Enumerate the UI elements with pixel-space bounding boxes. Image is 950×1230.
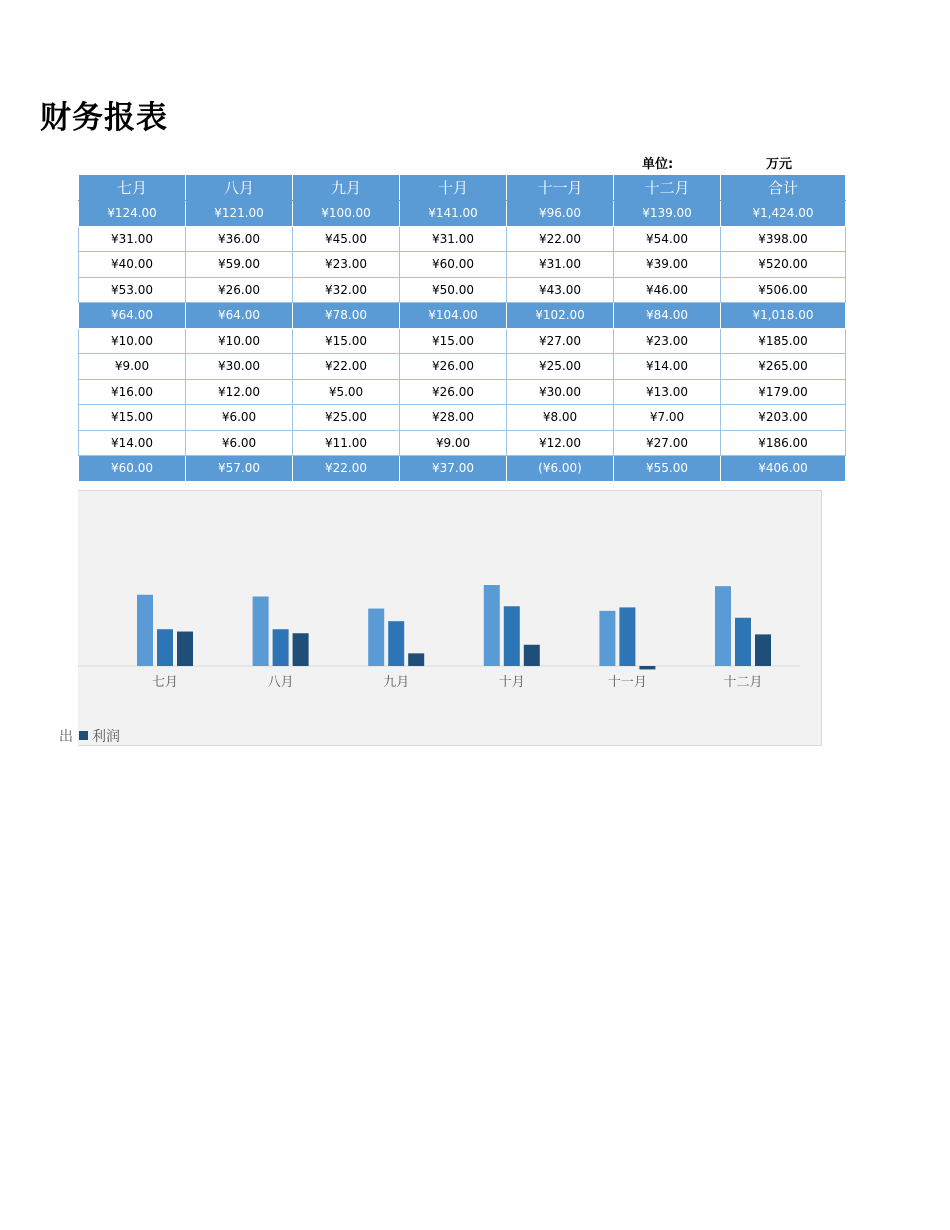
table-cell: ¥26.00 xyxy=(400,354,507,380)
table-cell: ¥50.00 xyxy=(400,277,507,303)
table-cell: ¥22.00 xyxy=(293,456,400,482)
bar-利润-十月[interactable] xyxy=(524,645,540,666)
table-cell: ¥46.00 xyxy=(614,277,721,303)
bar-利润-八月[interactable] xyxy=(293,633,309,666)
table-row xyxy=(79,430,846,456)
bar-chart xyxy=(78,491,822,747)
table-cell: ¥60.00 xyxy=(400,252,507,278)
table-cell: ¥27.00 xyxy=(614,430,721,456)
column-header: 十月 xyxy=(400,175,507,201)
table-cell: ¥186.00 xyxy=(721,430,846,456)
bar-利润-九月[interactable] xyxy=(408,653,424,666)
table-cell: ¥32.00 xyxy=(293,277,400,303)
x-tick-label: 七月 xyxy=(151,675,179,690)
table-cell: ¥30.00 xyxy=(507,379,614,405)
table-cell: ¥23.00 xyxy=(614,328,721,354)
column-header: 十二月 xyxy=(614,175,721,201)
table-cell: ¥31.00 xyxy=(400,226,507,252)
table-cell: ¥54.00 xyxy=(614,226,721,252)
x-tick-label: 十月 xyxy=(498,675,525,690)
table-cell: ¥398.00 xyxy=(721,226,846,252)
bar-收入-九月[interactable] xyxy=(368,609,384,666)
x-tick-label: 九月 xyxy=(383,675,410,690)
table-cell: ¥9.00 xyxy=(400,430,507,456)
table-cell: ¥23.00 xyxy=(293,252,400,278)
table-row xyxy=(79,201,846,227)
table-cell: ¥506.00 xyxy=(721,277,846,303)
table-row xyxy=(79,405,846,431)
table-cell: ¥12.00 xyxy=(186,379,293,405)
x-tick-label: 十二月 xyxy=(723,675,763,690)
table-cell: ¥64.00 xyxy=(79,303,186,329)
chart-legend xyxy=(59,726,198,746)
table-cell: ¥59.00 xyxy=(186,252,293,278)
table-cell: ¥15.00 xyxy=(293,328,400,354)
table-cell: ¥10.00 xyxy=(186,328,293,354)
column-header: 七月 xyxy=(79,175,186,201)
table-cell: ¥31.00 xyxy=(79,226,186,252)
x-tick-label: 十一月 xyxy=(607,675,647,690)
bar-支出-十一月[interactable] xyxy=(619,607,635,666)
table-cell: ¥36.00 xyxy=(186,226,293,252)
table-cell: ¥520.00 xyxy=(721,252,846,278)
bar-利润-七月[interactable] xyxy=(177,632,193,666)
table-cell: ¥100.00 xyxy=(293,201,400,227)
table-cell: ¥31.00 xyxy=(507,252,614,278)
table-row xyxy=(79,354,846,380)
unit-value: 万元 xyxy=(766,157,793,172)
table-row xyxy=(79,277,846,303)
table-cell: ¥13.00 xyxy=(614,379,721,405)
table-cell: ¥14.00 xyxy=(614,354,721,380)
table-cell: ¥37.00 xyxy=(400,456,507,482)
table-cell: ¥45.00 xyxy=(293,226,400,252)
table-cell: ¥60.00 xyxy=(79,456,186,482)
bar-收入-十月[interactable] xyxy=(484,585,500,666)
table-cell: ¥265.00 xyxy=(721,354,846,380)
table-cell: ¥15.00 xyxy=(79,405,186,431)
bar-支出-十二月[interactable] xyxy=(735,618,751,666)
table-cell: ¥203.00 xyxy=(721,405,846,431)
bar-收入-七月[interactable] xyxy=(137,595,153,666)
column-header: 九月 xyxy=(293,175,400,201)
bar-支出-七月[interactable] xyxy=(157,629,173,666)
table-cell: ¥15.00 xyxy=(400,328,507,354)
table-row xyxy=(79,328,846,354)
table-cell: ¥53.00 xyxy=(79,277,186,303)
table-cell: ¥1,018.00 xyxy=(721,303,846,329)
table-row xyxy=(79,303,846,329)
table-cell: ¥6.00 xyxy=(186,405,293,431)
table-cell: ¥141.00 xyxy=(400,201,507,227)
bar-支出-十月[interactable] xyxy=(504,606,520,666)
bar-利润-十二月[interactable] xyxy=(755,634,771,666)
chart-area[interactable] xyxy=(78,490,822,746)
table-cell: ¥43.00 xyxy=(507,277,614,303)
table-cell: ¥22.00 xyxy=(293,354,400,380)
table-cell: ¥26.00 xyxy=(186,277,293,303)
legend-swatch-profit xyxy=(79,731,88,740)
table-cell: ¥30.00 xyxy=(186,354,293,380)
bar-收入-十一月[interactable] xyxy=(599,611,615,666)
legend-label-expense: 出 xyxy=(59,729,73,745)
table-cell: ¥185.00 xyxy=(721,328,846,354)
table-cell: ¥10.00 xyxy=(79,328,186,354)
table-cell: ¥139.00 xyxy=(614,201,721,227)
table-cell: ¥28.00 xyxy=(400,405,507,431)
table-cell: ¥25.00 xyxy=(507,354,614,380)
column-header: 合计 xyxy=(721,175,846,201)
column-header: 八月 xyxy=(186,175,293,201)
table-cell: ¥55.00 xyxy=(614,456,721,482)
table-cell: ¥9.00 xyxy=(79,354,186,380)
table-cell: ¥102.00 xyxy=(507,303,614,329)
table-cell: ¥40.00 xyxy=(79,252,186,278)
table-cell: ¥84.00 xyxy=(614,303,721,329)
table-row xyxy=(79,456,846,482)
table-cell: ¥78.00 xyxy=(293,303,400,329)
table-cell: ¥104.00 xyxy=(400,303,507,329)
report-title: 财务报表 xyxy=(40,100,168,136)
x-tick-label: 八月 xyxy=(267,675,294,690)
table-cell: ¥121.00 xyxy=(186,201,293,227)
column-header: 十一月 xyxy=(507,175,614,201)
table-cell: ¥25.00 xyxy=(293,405,400,431)
table-cell: ¥96.00 xyxy=(507,201,614,227)
table-cell: ¥7.00 xyxy=(614,405,721,431)
bar-收入-八月[interactable] xyxy=(253,596,269,666)
table-cell: ¥179.00 xyxy=(721,379,846,405)
table-cell: ¥8.00 xyxy=(507,405,614,431)
table-cell: ¥124.00 xyxy=(79,201,186,227)
unit-label: 单位: xyxy=(642,157,674,172)
legend-label-profit: 利润 xyxy=(92,729,120,745)
table-cell: ¥27.00 xyxy=(507,328,614,354)
table-header-row xyxy=(79,175,846,201)
table-row xyxy=(79,379,846,405)
table-cell: ¥12.00 xyxy=(507,430,614,456)
table-cell: ¥26.00 xyxy=(400,379,507,405)
bar-收入-十二月[interactable] xyxy=(715,586,731,666)
table-cell: ¥406.00 xyxy=(721,456,846,482)
table-cell: ¥11.00 xyxy=(293,430,400,456)
table-row xyxy=(79,252,846,278)
bar-利润-十一月[interactable] xyxy=(639,666,655,669)
table-cell: ¥5.00 xyxy=(293,379,400,405)
table-cell: ¥57.00 xyxy=(186,456,293,482)
table-cell: ¥16.00 xyxy=(79,379,186,405)
bar-支出-八月[interactable] xyxy=(273,629,289,666)
table-cell: ¥64.00 xyxy=(186,303,293,329)
table-cell: ¥39.00 xyxy=(614,252,721,278)
table-cell: ¥14.00 xyxy=(79,430,186,456)
table-cell: ¥22.00 xyxy=(507,226,614,252)
table-cell: ¥6.00 xyxy=(186,430,293,456)
table-cell: (¥6.00) xyxy=(507,456,614,482)
table-cell: ¥1,424.00 xyxy=(721,201,846,227)
report-table xyxy=(78,174,846,482)
table-row xyxy=(79,226,846,252)
bar-支出-九月[interactable] xyxy=(388,621,404,666)
